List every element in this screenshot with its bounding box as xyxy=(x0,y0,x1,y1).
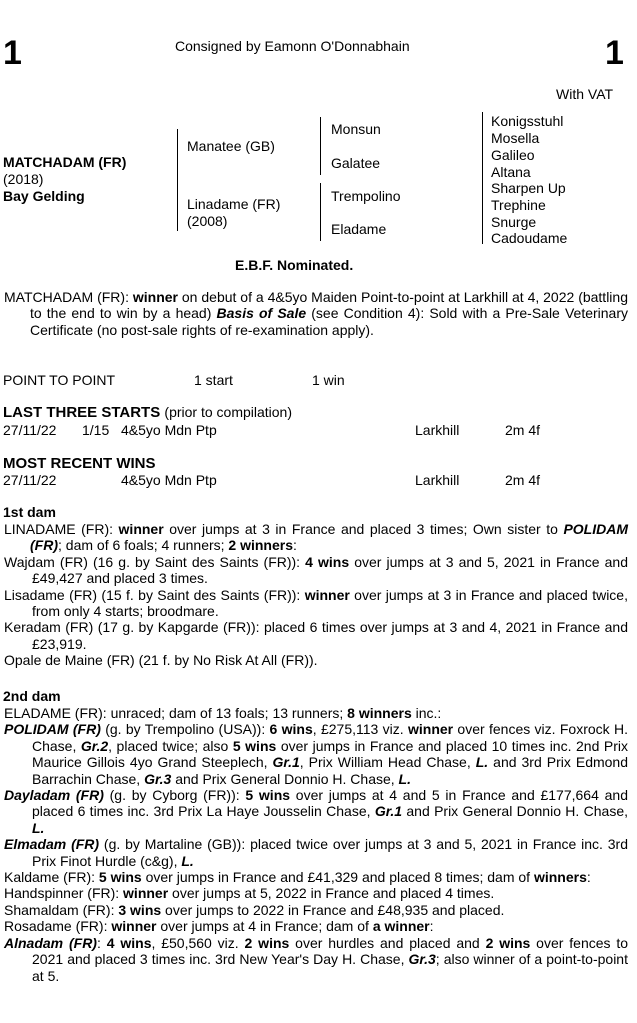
last-three-race: 4&5yo Mdn Ptp xyxy=(121,422,217,438)
lot-number-right: 1 xyxy=(605,34,624,72)
pedigree-gen3: Cadoudame xyxy=(491,230,568,246)
recent-win-dist: 2m 4f xyxy=(505,472,541,488)
first-dam-block: LINADAME (FR): winner over jumps at 3 in France and placed 3 times; Own sister to POLIDAM (FR); dam of 6 foals; 4 runners; 2 winners: Wajdam (FR) (16 g. by Saint des Saints (FR)): 4 wins over jumps at 3 and 5, 2021 in France and £49,427 and placed 3 times. Lisadame (FR) (15 f. by Saint des Saints (FR)): winner over jumps at 3 in France and placed twice, from only 4 starts; broodmare. Keradam (FR) (17 g. by Kapgarde (FR)): placed 6 times over jumps at 3 and 4, 2021 in France and £23,919. Opale de Maine (FR) (21 f. by No Risk At All (FR)). xyxy=(4,521,628,669)
horse-year: (2018) xyxy=(3,171,44,187)
pedigree-bracket-2b xyxy=(320,183,321,241)
pedigree-gen2: Galatee xyxy=(331,155,381,171)
last-three-pos: 1/15 xyxy=(82,422,110,438)
pedigree-gen3: Mosella xyxy=(491,130,540,146)
pedigree-dam: Linadame (FR) xyxy=(187,196,281,212)
pedigree-gen3: Trephine xyxy=(491,197,546,213)
pedigree-gen3: Altana xyxy=(491,164,531,180)
recent-win-race: 4&5yo Mdn Ptp xyxy=(121,472,217,488)
last-three-course: Larkhill xyxy=(415,422,460,438)
pedigree-gen2: Monsun xyxy=(331,121,381,137)
second-dam-title: 2nd dam xyxy=(3,688,61,704)
horse-name: MATCHADAM (FR) xyxy=(3,154,127,170)
recent-win-date: 27/11/22 xyxy=(3,472,57,488)
first-dam-title: 1st dam xyxy=(3,504,56,520)
ebf-note: E.B.F. Nominated. xyxy=(235,257,354,273)
pedigree-gen3: Snurge xyxy=(491,214,537,230)
horse-sex-colour: Bay Gelding xyxy=(3,188,85,204)
p2p-label: POINT TO POINT xyxy=(3,372,116,388)
pedigree-dam-year: (2008) xyxy=(187,213,228,229)
vat-note: With VAT xyxy=(556,86,614,102)
pedigree-bracket-1 xyxy=(177,129,178,231)
pedigree-bracket-2a xyxy=(320,117,321,175)
last-three-dist: 2m 4f xyxy=(505,422,541,438)
p2p-wins: 1 win xyxy=(312,372,345,388)
pedigree-gen2: Trempolino xyxy=(331,188,401,204)
last-three-date: 27/11/22 xyxy=(3,422,57,438)
pedigree-bracket-3 xyxy=(482,112,483,244)
pedigree-gen3: Galileo xyxy=(491,147,535,163)
pedigree-sire: Manatee (GB) xyxy=(187,138,275,154)
last-three-note: (prior to compilation) xyxy=(164,404,293,420)
recent-wins-title: MOST RECENT WINS xyxy=(3,455,156,472)
pedigree-gen3: Sharpen Up xyxy=(491,180,566,196)
last-three-title: LAST THREE STARTS (prior to compilation) xyxy=(3,404,293,421)
lot-number-left: 1 xyxy=(3,34,22,72)
summary-paragraph: MATCHADAM (FR): winner on debut of a 4&5yo Maiden Point-to-point at Larkhill at 4, 2022 (battling to the end to win by a head) Basis of Sale (see Condition 4): Sold with a Pre-Sale Veterinary Certificate (no post-sale rights of re-examination apply). xyxy=(4,289,628,338)
pedigree-gen2: Eladame xyxy=(331,221,387,237)
p2p-starts: 1 start xyxy=(194,372,233,388)
pedigree-gen3: Konigsstuhl xyxy=(491,113,564,129)
second-dam-block: ELADAME (FR): unraced; dam of 13 foals; 13 runners; 8 winners inc.: POLIDAM (FR) (g. by Trempolino (USA)): 6 wins, £275,113 viz. winner over fences viz. Foxrock H. Chase, Gr.2, placed twice; also 5 wins over jumps in France and placed 10 times inc. 2nd Prix Maurice Gillois 4yo Grand Steeplech, Gr.1, Prix William Head Chase, L. and 3rd Prix Edmond Barrachin Chase, Gr.3 and Prix General Donnio H. Chase, L. Dayladam (FR) (g. by Cyborg (FR)): 5 wins over jumps at 4 and 5 in France and £177,664 and placed 6 times inc. 3rd Prix La Haye Jousselin Chase, Gr.1 and Prix General Donnio H. Chase, L. Elmadam (FR) (g. by Martaline (GB)): placed twice over jumps at 3 and 5, 2021 in France inc. 3rd Prix Finot Hurdle (c&g), L. Kaldame (FR): 5 wins over jumps in France and £41,329 and placed 8 times; dam of winners: Handspinner (FR): winner over jumps at 5, 2022 in France and placed 4 times. Shamaldam (FR): 3 wins over jumps to 2022 in France and £48,935 and placed. Rosadame (FR): winner over jumps at 4 in France; dam of a winner: Alnadam (FR): 4 wins, £50,560 viz. 2 wins over hurdles and placed and 2 wins over fences to 2021 and placed 3 times inc. 3rd New Year's Day H. Chase, Gr.3; also winner of a point-to-point at 5. xyxy=(4,705,629,984)
recent-win-course: Larkhill xyxy=(415,472,460,488)
consignor: Consigned by Eamonn O'Donnabhain xyxy=(175,38,410,54)
